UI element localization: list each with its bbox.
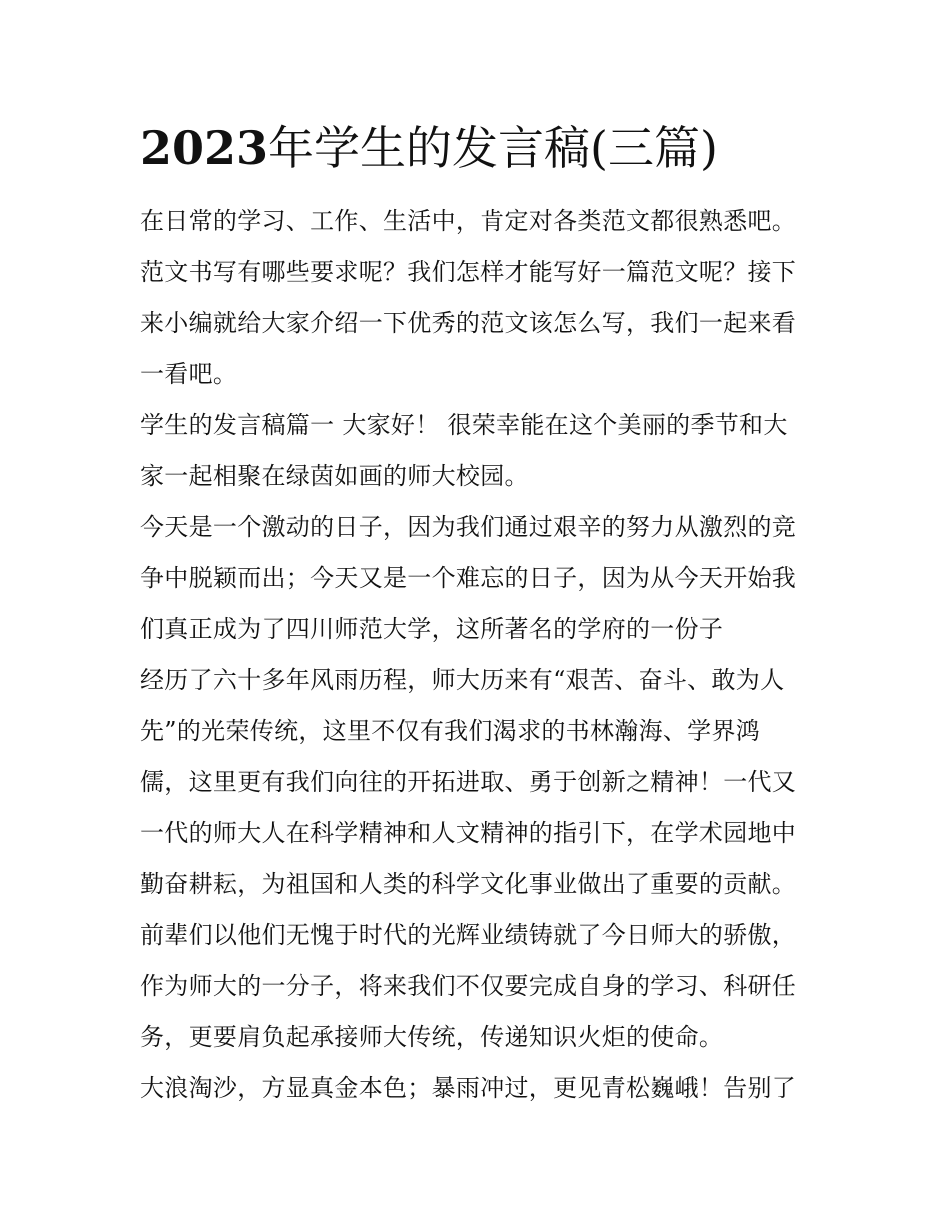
title-text: 年学生的发言稿(三篇): [268, 121, 718, 175]
document-title: [140, 118, 840, 178]
body-line: 勤奋耕耘，为祖国和人类的科学文化事业做出了重要的贡献。: [140, 870, 797, 898]
document-body: [140, 196, 820, 1114]
body-line: 家一起相聚在绿茵如画的师大校园。: [140, 462, 529, 490]
title-year: 2023: [140, 121, 269, 175]
body-line: 作为师大的一分子，将来我们不仅要完成自身的学习、科研任: [140, 972, 797, 1000]
body-line: 前辈们以他们无愧于时代的光辉业绩铸就了今日师大的骄傲，: [140, 921, 797, 949]
body-line: 学生的发言稿篇一 大家好！ 很荣幸能在这个美丽的季节和大: [140, 411, 788, 439]
body-line: 们真正成为了四川师范大学，这所著名的学府的一份子: [140, 615, 724, 643]
body-line: 儒，这里更有我们向往的开拓进取、勇于创新之精神！一代又: [140, 768, 797, 796]
body-line: 在日常的学习、工作、生活中，肯定对各类范文都很熟悉吧。: [140, 207, 797, 235]
body-line: 今天是一个激动的日子，因为我们通过艰辛的努力从激烈的竞: [140, 513, 797, 541]
body-line: 争中脱颖而出；今天又是一个难忘的日子，因为从今天开始我: [140, 564, 797, 592]
body-line: 来小编就给大家介绍一下优秀的范文该怎么写，我们一起来看: [140, 309, 797, 337]
body-line: 范文书写有哪些要求呢？我们怎样才能写好一篇范文呢？接下: [140, 258, 797, 286]
body-line: 务，更要肩负起承接师大传统，传递知识火炬的使命。: [140, 1023, 724, 1051]
body-line: 先”的光荣传统，这里不仅有我们渴求的书林瀚海、学界鸿: [140, 717, 761, 745]
body-line: 一看吧。: [140, 360, 238, 388]
body-line: 经历了六十多年风雨历程，师大历来有“艰苦、奋斗、敢为人: [140, 666, 785, 694]
body-line: 大浪淘沙，方显真金本色；暴雨冲过，更见青松巍峨！告别了: [140, 1074, 797, 1102]
body-line: 一代的师大人在科学精神和人文精神的指引下，在学术园地中: [140, 819, 797, 847]
